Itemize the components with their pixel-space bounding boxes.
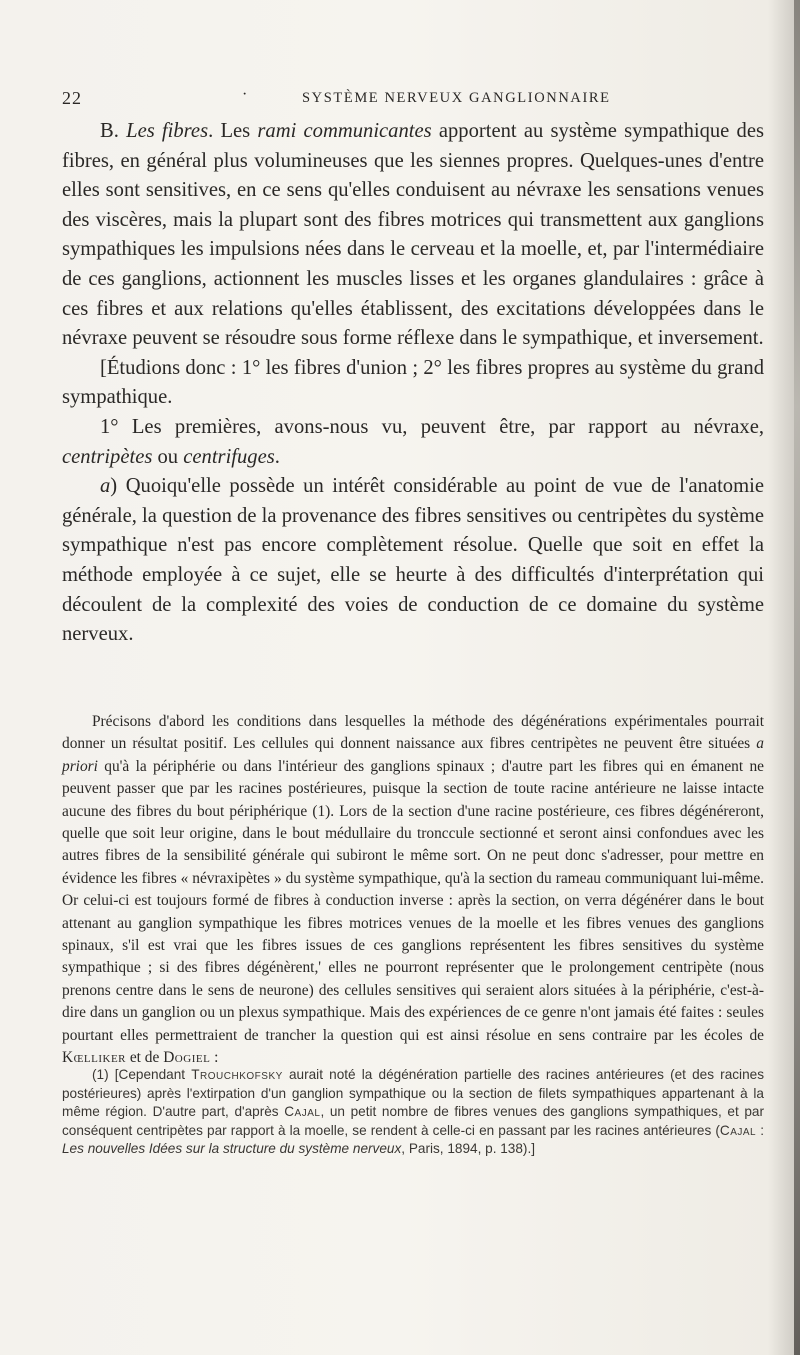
text-run: aurait noté la dégénération partielle des racines antérieures (et des racines postérieures) après l'extirpation d'un ganglion sympathique ou la section de filets sympathiques appartenant à la même région. D'autre part, d'après: [62, 1067, 764, 1120]
text-run: .: [274, 445, 280, 468]
text-run: ) Quoiqu'elle possède un intérêt considérable au point de vue de l'anatomie générale, la question de la provenance des fibres sensitives ou centripètes du système sympathique n'est pas encore complètement résolue. Quelle que soit en effet la méthode employée à ce sujet, elle se heurte à des difficultés d'interprétation qui découlent de la complexité des voies de conduction de ce domaine du système nerveux.: [62, 475, 764, 646]
italic-term: centripètes: [62, 445, 153, 468]
paragraph-quoiqu: [62, 472, 764, 650]
paragraph-premieres: [62, 413, 764, 472]
author-name: Cajal: [284, 1104, 321, 1120]
header-separator: ·: [242, 86, 248, 103]
italic-term: rami communicantes: [257, 120, 432, 142]
text-run: (1) [Cependant: [92, 1067, 192, 1082]
text-run: :: [210, 1049, 219, 1067]
page-header: [62, 88, 762, 110]
section-label: B.: [100, 120, 127, 142]
footnote: [62, 1066, 764, 1159]
text-run: qu'à la périphérie ou dans l'intérieur des ganglions spinaux ; d'autre part les fibres qui en émanent ne peuvent passer que par les racines postérieures, puisque la section de toute racine antérieure ne laisse intacte aucune des fibres du bout périphérique (1). Lors de la section d'une racine postérieure, ces fibres dégénéreront, quelle que soit leur origine, dans le bout médullaire du tronccule sectionné et seront ainsi confondues avec les autres fibres de la sensibilité générale qui subiront le même sort. On ne peut donc s'adresser, pour mettre en évidence les fibres « névraxipètes » du système sympathique, qu'à la section du rameau communiquant lui-même. Or celui-ci est toujours formé de fibres à conduction inverse : après la section, on verra dégénérer dans le bout attenant au ganglion sympathique les fibres motrices venues de la moelle et les fibres venues des ganglions spinaux, s'il est vrai que les fibres issues de ces ganglions représentent les fibres sensitives du système sympathique ; si des fibres dégénèrent,' elles ne pourront représenter que le prolongement centripète (nous prenons centre dans le sens de neurone) des cellules sensitives qui seraient alors situées à la périphérie, c'est-à-dire dans un ganglion ou un plexus sympathique. Mais des expériences de ce genre n'ont jamais été faites : seules pourtant elles permettraient de trancher la question qui est ainsi résolue en sens contraire par les écoles de: [62, 757, 764, 1044]
author-name: Cajal: [719, 1122, 757, 1138]
text-run: apportent au système sympathique des fibres, en général plus volumineuses que les siennes propres. Quelques-unes d'entre elles sont sensitives, en ce sens qu'elles conduisent au névraxe les sensations venues des viscères, mais la plupart sont des fibres motrices qui transmettent aux ganglions sympathiques les impulsions nées dans le cerveau et la moelle, et, par l'intermédiaire de ces ganglions, actionnent les muscles lisses et les organes glandulaires : grâce à ces fibres et aux relations qu'elles établissent, des excitations développées dans le névraxe peuvent se résoudre sous forme réflexe dans le sympathique, et inversement.: [62, 120, 764, 350]
text-run: , Paris, 1894, p. 138).]: [401, 1141, 536, 1157]
page-number: 22: [62, 88, 82, 108]
author-name: Kœlliker: [62, 1049, 126, 1067]
book-title: Les nouvelles Idées sur la structure du système nerveux: [62, 1141, 402, 1157]
footnote-text: [62, 1066, 764, 1159]
main-text: [62, 117, 764, 650]
italic-term: a priori: [62, 735, 764, 775]
author-name: Trouchkofsky: [191, 1067, 283, 1082]
list-label: a: [100, 475, 111, 498]
paragraph-precisons: [62, 711, 764, 1070]
author-name: Dogiel: [163, 1049, 211, 1067]
section-title: Les fibres: [126, 120, 209, 142]
text-run: . Les: [208, 120, 258, 142]
running-title: SYSTÈME NERVEUX GANGLIONNAIRE: [302, 90, 611, 106]
paragraph-etudions: [Étudions donc : 1° les fibres d'union ; 2° les fibres propres au système du grand sympathique.: [62, 356, 764, 409]
text-run: :: [756, 1122, 765, 1138]
text-run: , un petit nombre de fibres venues des ganglions sympathiques, et par conséquent centripètes par rapport à la moelle, se rendent à celle-ci en passant par les racines antérieures (: [62, 1104, 764, 1138]
text-run: 1° Les premières, avons-nous vu, peuvent être, par rapport au névraxe,: [100, 415, 764, 438]
text-run: ou: [152, 445, 184, 468]
text-run: Précisons d'abord les conditions dans lesquelles la méthode des dégénérations expérimentales pourrait donner un résultat positif. Les cellules qui donnent naissance aux fibres centripètes ne peuvent être situées: [62, 713, 764, 753]
italic-term: centrifuges: [183, 445, 275, 468]
text-run: et de: [126, 1049, 164, 1067]
paragraph-rami: [62, 117, 764, 354]
page-edge-shadow: [794, 0, 800, 1355]
small-print-block: [62, 711, 764, 1070]
